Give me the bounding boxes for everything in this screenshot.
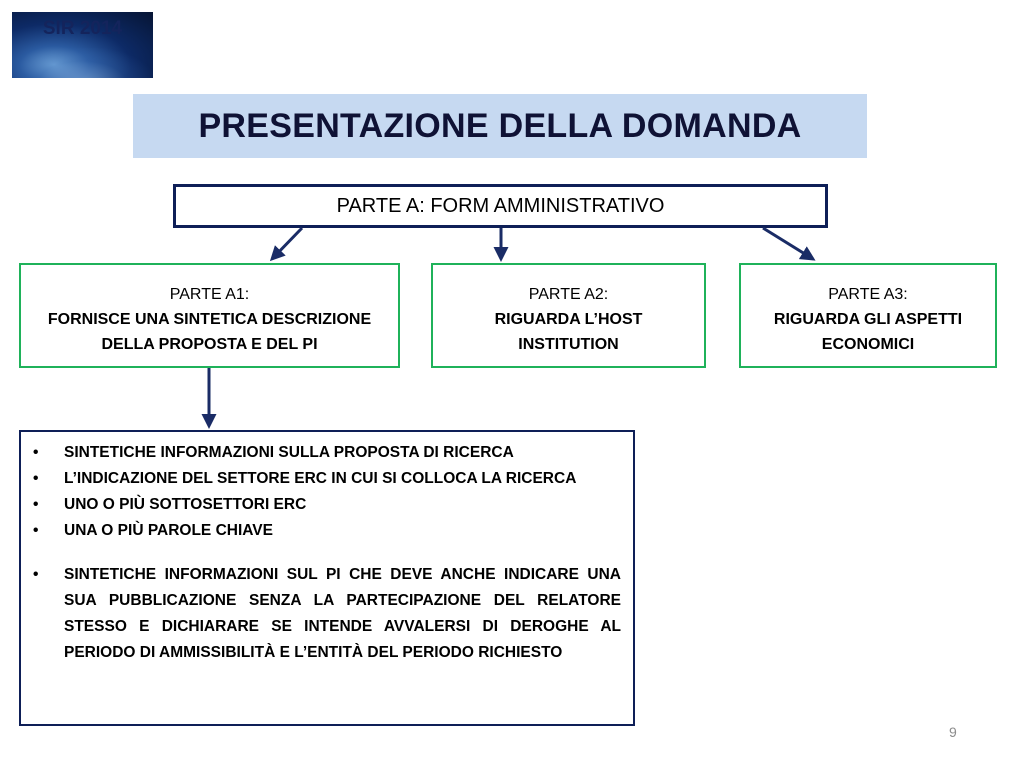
part-a-label: PARTE A: FORM AMMINISTRATIVO <box>336 194 665 217</box>
list-item: • SINTETICHE INFORMAZIONI SUL PI CHE DEVE ANCHE INDICARE UNA SUA PUBBLICAZIONE SENZA LA PARTECIPAZIONE DEL RELATORE STESSO E DICHIARARE SE INTENDE AVVALERSI DI DEROGHE AL PERIODO DI AMMISSIBILITÀ E L’ENTITÀ DEL PERIODO RICHIESTO <box>31 562 621 666</box>
part-a2-box <box>431 263 706 368</box>
list-item: • SINTETICHE INFORMAZIONI SULLA PROPOSTA DI RICERCA <box>31 440 621 466</box>
part-a1-text: FORNISCE UNA SINTETICA DESCRIZIONE DELLA PROPOSTA E DEL PI <box>47 311 372 353</box>
bullet-icon: • <box>33 522 39 539</box>
part-a1-head: PARTE A1: <box>169 286 250 303</box>
details-list <box>31 440 621 666</box>
bullet-icon: • <box>33 496 39 513</box>
arrow-to-a3 <box>763 228 813 259</box>
part-a2-head: PARTE A2: <box>528 286 609 303</box>
list-item: • UNA O PIÙ PAROLE CHIAVE <box>31 518 621 544</box>
arrow-to-a1 <box>272 228 302 259</box>
page-number: 9 <box>949 724 957 740</box>
part-a3-box <box>739 263 997 368</box>
part-a3-text: RIGUARDA GLI ASPETTI ECONOMICI <box>773 311 963 353</box>
part-a2-text: RIGUARDA L’HOST INSTITUTION <box>494 311 643 353</box>
list-item: • L’INDICAZIONE DEL SETTORE ERC IN CUI SI COLLOCA LA RICERCA <box>31 466 621 492</box>
list-item: • UNO O PIÙ SOTTOSETTORI ERC <box>31 492 621 518</box>
slide-title: PRESENTAZIONE DELLA DOMANDA <box>198 106 802 145</box>
part-a3-head: PARTE A3: <box>828 286 908 303</box>
bullet-icon: • <box>33 470 39 487</box>
bullet-icon: • <box>33 444 39 461</box>
bullet-icon: • <box>33 566 39 583</box>
part-a1-box <box>19 263 400 368</box>
details-box <box>19 430 635 726</box>
logo-text: SIR 2014 <box>42 18 123 39</box>
